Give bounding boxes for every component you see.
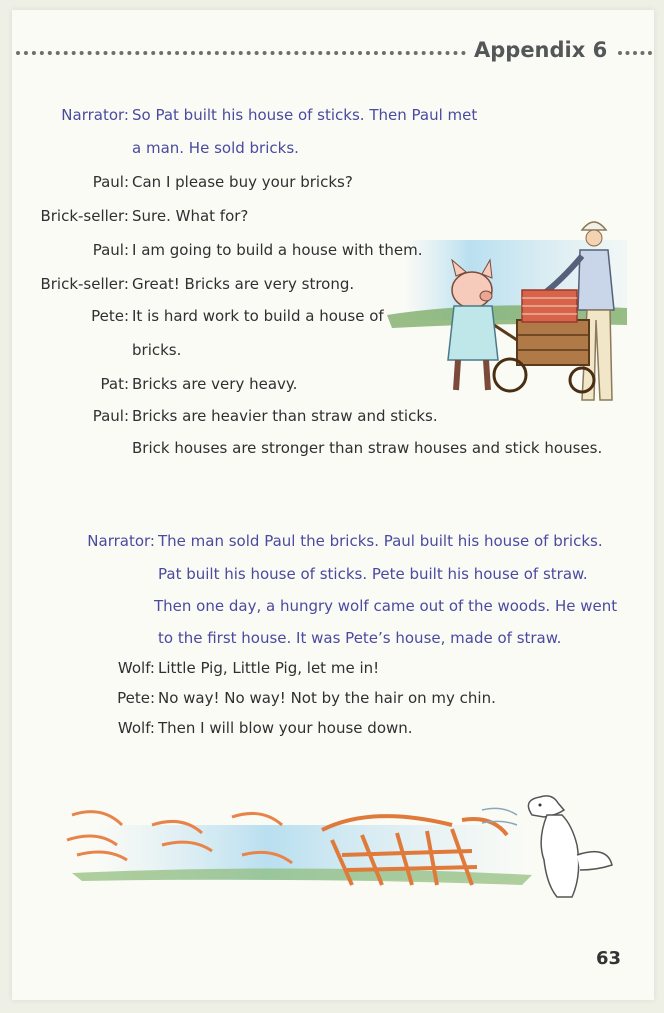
speaker-label: Wolf:: [117, 719, 155, 737]
dialogue-text: Brick houses are stronger than straw houses and stick houses.: [132, 439, 603, 457]
speaker-label: Pete:: [117, 689, 155, 707]
speaker-label: Pete:: [91, 307, 129, 325]
dialogue-text: Little Pig, Little Pig, let me in!: [158, 659, 380, 677]
speaker-label: Paul:: [92, 407, 129, 425]
speaker-label: Paul:: [92, 241, 129, 259]
speaker-label: Brick-seller:: [40, 207, 129, 225]
dialogue-text: a man. He sold bricks.: [132, 139, 299, 157]
speaker-label: Wolf:: [117, 659, 155, 677]
dialogue-text: Bricks are very heavy.: [132, 375, 298, 393]
wolf-blowing-straw-illustration: [52, 785, 622, 905]
page-header: [12, 38, 654, 68]
dialogue-text: Great! Bricks are very strong.: [132, 275, 355, 293]
page-number: 63: [596, 948, 622, 969]
dialogue-text: Then one day, a hungry wolf came out of the woods. He went: [154, 597, 618, 615]
header-dotted-rule-right: [618, 51, 652, 55]
dialogue-text: Then I will blow your house down.: [158, 719, 413, 737]
wind-lines: [482, 808, 517, 825]
speaker-label: Paul:: [92, 173, 129, 191]
dialogue-text: Bricks are heavier than straw and sticks.: [132, 407, 438, 425]
dialogue-text: Can I please buy your bricks?: [132, 173, 353, 191]
dialogue-text: I am going to build a house with them.: [132, 241, 423, 259]
dialogue-text: It is hard work to build a house of: [132, 307, 384, 325]
dialogue-text: Sure. What for?: [132, 207, 249, 225]
dialogue-text: No way! No way! Not by the hair on my chin.: [158, 689, 496, 707]
dialogue-text: bricks.: [132, 341, 182, 359]
wolf-figure: [528, 796, 612, 897]
speaker-label: Pat:: [100, 375, 129, 393]
dialogue-text: to the first house. It was Pete’s house, made of straw.: [158, 629, 562, 647]
appendix-title: Appendix 6: [474, 38, 608, 62]
speaker-label: Narrator:: [87, 532, 155, 550]
pig-and-brick-seller-illustration: [382, 200, 642, 425]
header-dotted-rule-left: [16, 51, 466, 55]
dialogue-text: So Pat built his house of sticks. Then Paul met: [132, 106, 478, 124]
dialogue-text: The man sold Paul the bricks. Paul built his house of bricks.: [158, 532, 603, 550]
speaker-label: Narrator:: [61, 106, 129, 124]
cart-wheel-front: [494, 359, 526, 391]
book-page: [12, 10, 654, 1000]
dialogue-text: Pat built his house of sticks. Pete built his house of straw.: [158, 565, 588, 583]
speaker-label: Brick-seller:: [40, 275, 129, 293]
